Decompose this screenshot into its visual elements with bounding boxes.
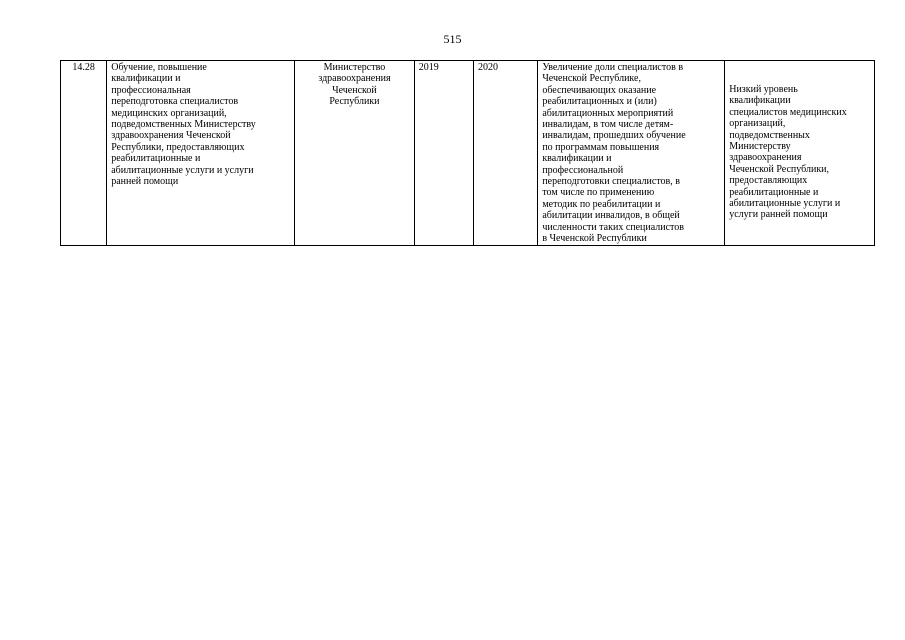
consequence-text xyxy=(729,62,870,221)
consequence-line: подведомственных xyxy=(729,129,810,141)
expected-result-line: реабилитационных и (или) xyxy=(542,96,657,108)
activity-name-line: переподготовка специалистов xyxy=(111,96,239,108)
expected-result-line: переподготовки специалистов, в xyxy=(542,176,681,188)
activity-name-line: профессиональная xyxy=(111,84,191,96)
expected-result-line: абилитационных мероприятий xyxy=(542,107,674,119)
activity-name-cell xyxy=(107,61,295,246)
activity-name-line: квалификации и xyxy=(111,73,181,85)
activity-name-line: медицинских организаций, xyxy=(111,107,227,119)
expected-result-line: профессиональной xyxy=(542,164,624,176)
end-year: 2020 xyxy=(478,62,498,73)
start-year: 2019 xyxy=(418,62,439,73)
expected-result-line: в Чеченской Республики xyxy=(542,233,647,245)
executor-line: Чеченской xyxy=(332,84,377,96)
consequence-line: здравоохранения xyxy=(729,152,802,164)
expected-result-line: абилитации инвалидов, в общей xyxy=(542,210,680,222)
expected-result-line: Чеченской Республике, xyxy=(542,73,641,85)
expected-result-line: Увеличение доли специалистов в xyxy=(542,62,684,73)
expected-result-cell xyxy=(538,61,725,246)
item-number-cell xyxy=(61,61,107,246)
consequence-line: организаций, xyxy=(729,118,786,130)
end-year-cell xyxy=(474,61,538,246)
expected-result-line: по программам повышения xyxy=(542,141,660,153)
start-year-cell xyxy=(414,61,473,246)
expected-result-line: инвалидам, в том числе детям- xyxy=(542,119,674,131)
expected-result-line: инвалидам, прошедших обучение xyxy=(542,130,686,142)
activity-name-line: Республики, предоставляющих xyxy=(111,141,245,153)
expected-result-line: том числе по применению xyxy=(542,187,655,199)
activity-name-line: здравоохранения Чеченской xyxy=(111,130,231,142)
consequence-line: квалификации xyxy=(729,95,791,107)
activity-name-line: абилитационные услуги и услуги xyxy=(111,164,254,176)
page-number: 515 xyxy=(443,32,462,46)
consequence-line: реабилитационные и xyxy=(729,186,819,198)
activity-name-line: Обучение, повышение xyxy=(111,62,207,73)
consequence-line: предоставляющих xyxy=(729,175,808,187)
executor-line: здравоохранения xyxy=(318,73,391,85)
consequence-line: Чеченской Республики, xyxy=(729,163,830,175)
executor-line: Министерство xyxy=(323,62,386,73)
executor-cell xyxy=(295,61,415,246)
expected-result-line: методик по реабилитации и xyxy=(542,198,661,210)
expected-result-line: обеспечивающих оказание xyxy=(542,84,657,96)
consequence-cell xyxy=(725,61,875,246)
activity-name-line: подведомственных Министерству xyxy=(111,119,256,131)
consequence-line: специалистов медицинских xyxy=(729,106,847,118)
activity-name-line: ранней помощи xyxy=(111,176,179,188)
consequence-line: Министерству xyxy=(729,141,791,153)
consequence-line: Низкий уровень xyxy=(729,84,798,95)
consequence-line: абилитационные услуги и xyxy=(729,198,841,210)
document-table xyxy=(60,60,875,246)
activity-name-line: реабилитационные и xyxy=(111,153,201,165)
item-number: 14.28 xyxy=(72,62,95,73)
expected-result-line: квалификации и xyxy=(542,153,612,165)
expected-result-line: численности таких специалистов xyxy=(542,221,685,233)
executor-line: Республики xyxy=(329,96,380,108)
consequence-line: услуги ранней помощи xyxy=(729,209,828,221)
table-row xyxy=(61,61,875,246)
